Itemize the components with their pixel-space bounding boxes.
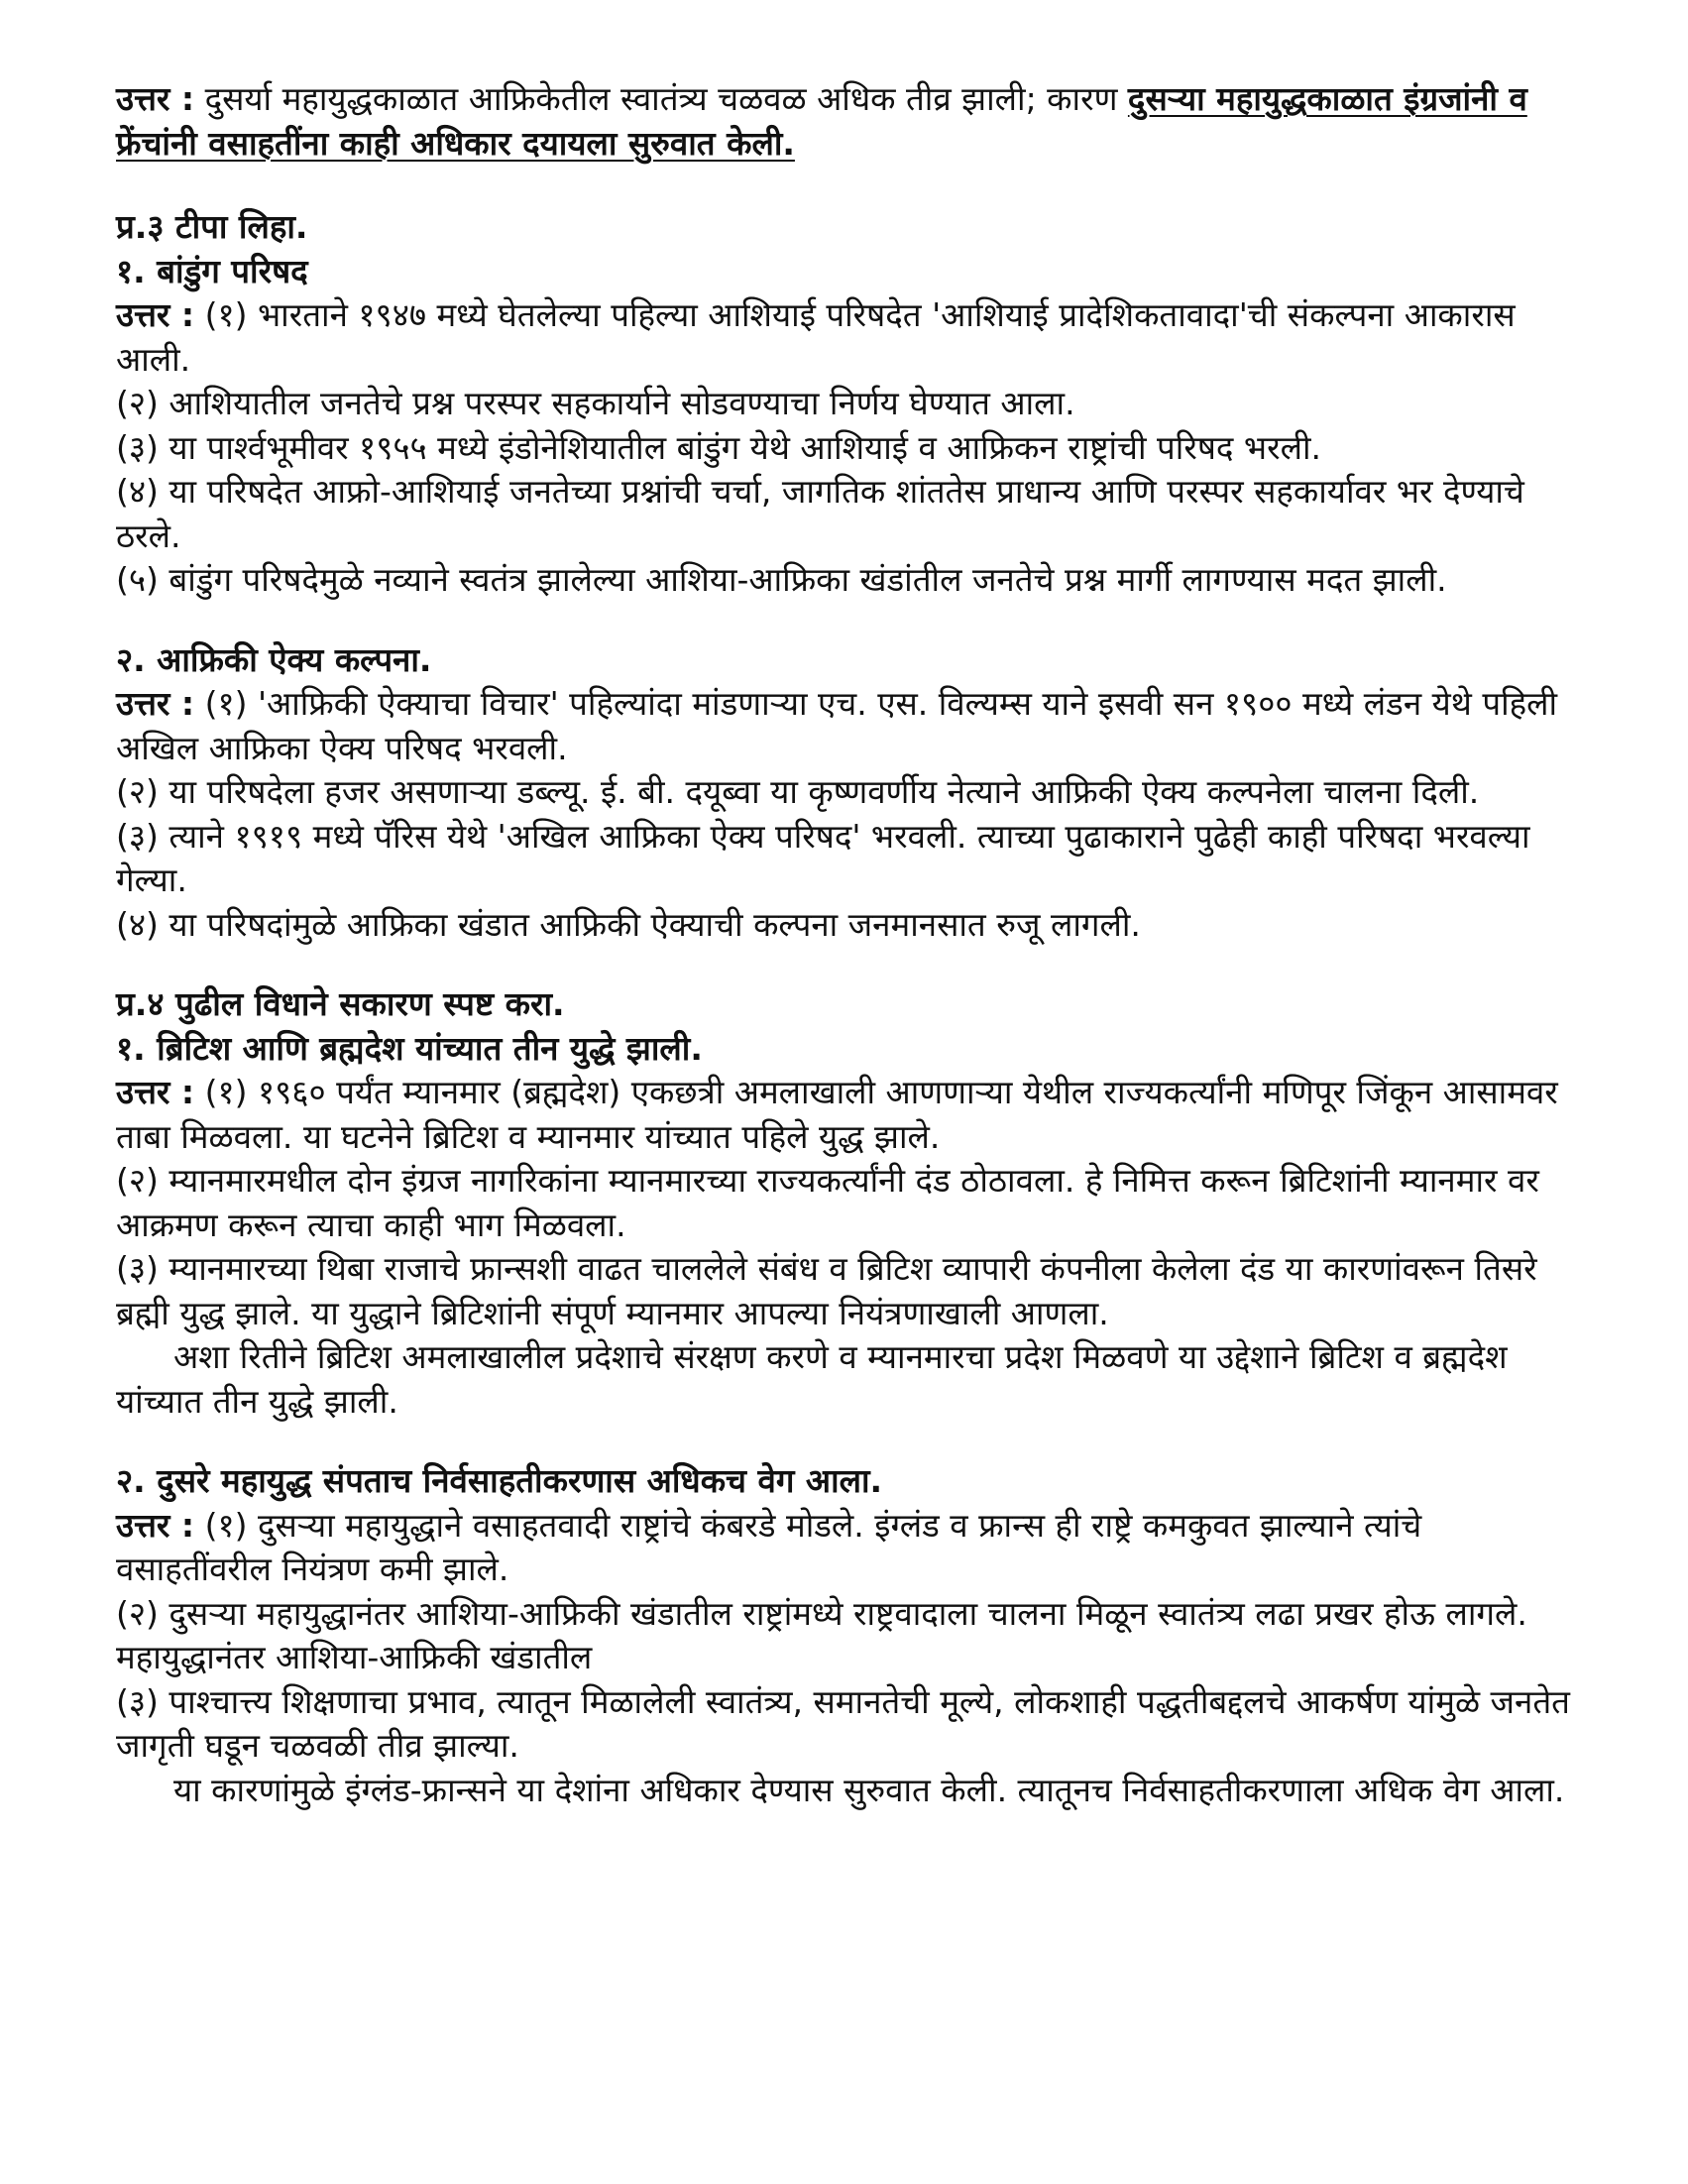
note-1-point-3: (३) या पार्श्वभूमीवर १९५५ मध्ये इंडोनेशियातील बांडुंग येथे आशियाई व आफ्रिकन राष्ट्रांची परिषद भरली. xyxy=(116,427,1322,467)
statement-2-title: २. दुसरे महायुद्ध संपताच निर्वसाहतीकरणास अधिकच वेग आला. xyxy=(116,1461,883,1500)
statement-2-point-2: (२) दुसऱ्या महायुद्धानंतर आशिया-आफ्रिकी खंडातील राष्ट्रांमध्ये राष्ट्रवादाला चालना मिळून स्वातंत्र्य लढा प्रखर होऊ लागले. महायुद्धानंतर आशिया-आफ्रिकी खंडातील xyxy=(116,1593,1527,1676)
answer-label: उत्तर : xyxy=(116,79,195,118)
note-2-point-2: (२) या परिषदेला हजर असणाऱ्या डब्ल्यू. ई. बी. दयूब्वा या कृष्णवर्णीय नेत्याने आफ्रिकी ऐक्य कल्पनेला चालना दिली. xyxy=(116,772,1480,811)
answer-label: उत्तर : xyxy=(116,1505,195,1545)
answer-label: उत्तर : xyxy=(116,1073,195,1111)
q3-heading: प्र.३ टीपा लिहा. xyxy=(116,207,308,246)
answer-label: उत्तर : xyxy=(116,295,195,334)
note-1-point-5: (५) बांडुंग परिषदेमुळे नव्याने स्वतंत्र झालेल्या आशिया-आफ्रिका खंडांतील जनतेचे प्रश्न मार्गी लागण्यास मदत झाली. xyxy=(116,560,1447,599)
intro-text: दुसर्या महायुद्धकाळात आफ्रिकेतील स्वातंत्र्य चळवळ अधिक तीव्र झाली; कारण xyxy=(194,79,1128,118)
note-1-title: १. बांडुंग परिषद xyxy=(116,251,308,290)
statement-2-point-3: (३) पाश्चात्त्य शिक्षणाचा प्रभाव, त्यातून मिळालेली स्वातंत्र्य, समानतेची मूल्ये, लोकशाही पद्धतीबद्दलचे आकर्षण यांमुळे जनतेत जागृती घडून चळवळी तीव्र झाल्या. xyxy=(116,1681,1570,1765)
note-2-point-1-text: (१) 'आफ्रिकी ऐक्याचा विचार' पहिल्यांदा मांडणाऱ्या एच. एस. विल्यम्स याने इसवी सन १९०० मध्ये लंडन येथे पहिली अखिल आफ्रिका ऐक्य परिषद भरवली. xyxy=(116,684,1558,767)
statement-2-point-1-text: (१) दुसऱ्या महायुद्धाने वसाहतवादी राष्ट्रांचे कंबरडे मोडले. इंग्लंड व फ्रान्स ही राष्ट्रे कमकुवत झाल्याने त्यांचे वसाहतींवरील नियंत्रण कमी झाले. xyxy=(116,1505,1422,1588)
note-2-title: २. आफ्रिकी ऐक्य कल्पना. xyxy=(116,639,432,679)
note-2-point-4: (४) या परिषदांमुळे आफ्रिका खंडात आफ्रिकी ऐक्याची कल्पना जनमानसात रुजू लागली. xyxy=(116,904,1141,944)
note-1-point-1-text: (१) भारताने १९४७ मध्ये घेतलेल्या पहिल्या आशियाई परिषदेत 'आशियाई प्रादेशिकतावादा'ची संकल्पना आकारास आली. xyxy=(116,295,1516,379)
statement-2-point-1 xyxy=(116,1504,1578,1592)
statement-2-conclusion: या कारणांमुळे इंग्लंड-फ्रान्सने या देशांना अधिकार देण्यास सुरुवात केली. त्यातूनच निर्वसाहतीकरणाला अधिक वेग आला. xyxy=(173,1770,1565,1809)
q4-heading: प्र.४ पुढील विधाने सकारण स्पष्ट करा. xyxy=(116,984,565,1023)
intro-answer xyxy=(116,77,1578,166)
note-1-point-1 xyxy=(116,293,1578,382)
statement-1-conclusion: अशा रितीने ब्रिटिश अमलाखालील प्रदेशाचे संरक्षण करणे व म्यानमारचा प्रदेश मिळवणे या उद्देशाने ब्रिटिश व ब्रह्मदेश यांच्यात तीन युद्धे झाली. xyxy=(116,1337,1508,1421)
statement-1-title: १. ब्रिटिश आणि ब्रह्मदेश यांच्यात तीन युद्धे झाली. xyxy=(116,1028,703,1068)
note-2-point-3: (३) त्याने १९१९ मध्ये पॅरिस येथे 'अखिल आफ्रिका ऐक्य परिषद' भरवली. त्याच्या पुढाकाराने पुढेही काही परिषदा भरवल्या गेल्या. xyxy=(116,816,1530,899)
note-1-point-4: (४) या परिषदेत आफ्रो-आशियाई जनतेच्या प्रश्नांची चर्चा, जागतिक शांततेस प्राधान्य आणि परस्पर सहकार्यावर भर देण्याचे ठरले. xyxy=(116,472,1524,555)
statement-1-point-3: (३) म्यानमारच्या थिबा राजाचे फ्रान्सशी वाढत चाललेले संबंध व ब्रिटिश व्यापारी कंपनीला केलेला दंड या कारणांवरून तिसरे ब्रह्मी युद्ध झाले. या युद्धाने ब्रिटिशांनी संपूर्ण म्यानमार आपल्या नियंत्रणाखाली आणला. xyxy=(116,1249,1537,1332)
note-2-point-1 xyxy=(116,682,1578,770)
intro-emphasis: दुसऱ्या महायुद्धकाळात इंग्रजांनी व फ्रेंचांनी वसाहतींना काही अधिकार दयायला सुरुवात केली. xyxy=(116,79,1527,163)
note-1-point-2: (२) आशियातील जनतेचे प्रश्न परस्पर सहकार्याने सोडवण्याचा निर्णय घेण्यात आला. xyxy=(116,384,1075,422)
document-page xyxy=(116,77,1578,1812)
statement-1-point-2: (२) म्यानमारमधील दोन इंग्रज नागरिकांना म्यानमारच्या राज्यकर्त्यांनी दंड ठोठावला. हे निमित्त करून ब्रिटिशांनी म्यानमार वर आक्रमण करून त्याचा काही भाग मिळवला. xyxy=(116,1161,1539,1244)
answer-label: उत्तर : xyxy=(116,684,195,723)
statement-1-point-1-text: (१) १९६० पर्यंत म्यानमार (ब्रह्मदेश) एकछत्री अमलाखाली आणणाऱ्या येथील राज्यकर्त्यांनी मणिपूर जिंकून आसामवर ताबा मिळवला. या घटनेने ब्रिटिश व म्यानमार यांच्यात पहिले युद्ध झाले. xyxy=(116,1073,1558,1156)
statement-1-point-1 xyxy=(116,1071,1578,1159)
